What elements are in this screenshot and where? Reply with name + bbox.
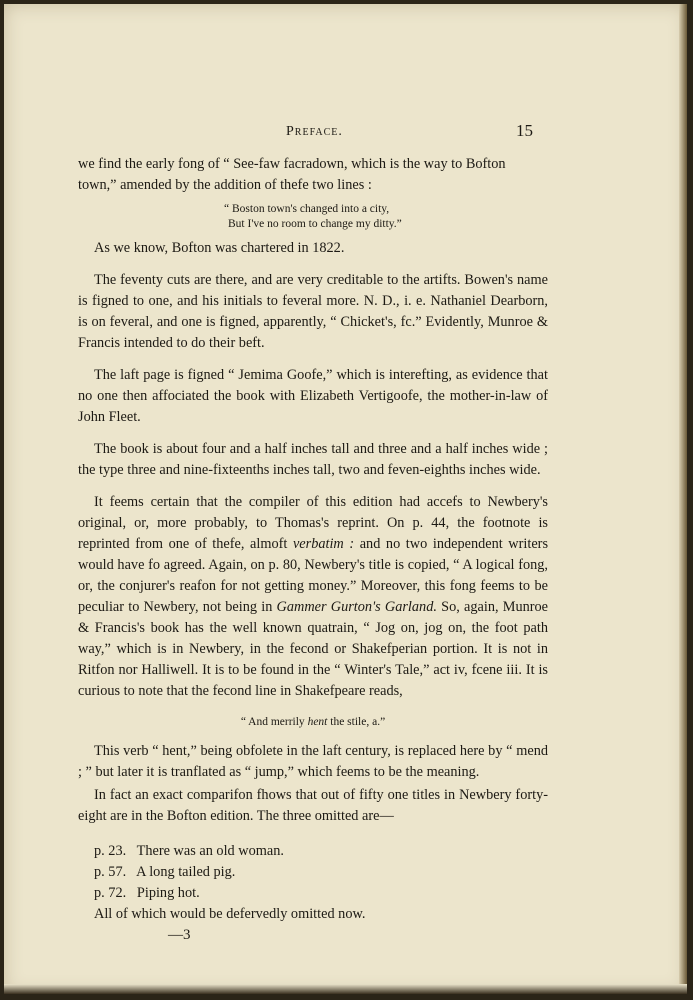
paragraph-3: The feventy cuts are there, and are very creditable to the artifts. Bowen's name is figned to one, and his initials to feveral more. N. D., i. e. Nathaniel Dearborn, is on feveral, and one is figned, apparently, “ Chicket's, fc.” Evidently, Munroe & Francis intended to do their beft. [78, 272, 548, 351]
paragraph-6-part-2: and no two independent writers would have fo agreed. Again, on p. 80, Newbery's title is copied, “ A logical fong, or, the conjurer's reafon for not getting money.” Moreover, this fong feems to be peculiar to Newbery, not being in [78, 536, 549, 615]
list-item: p. 72. Piping hot. [94, 885, 200, 901]
signature-mark: —3 [168, 927, 191, 943]
list-item: p. 57. A long tailed pig. [94, 864, 236, 880]
page-bottom-edge [4, 984, 687, 994]
paragraph-5: The book is about four and a half inches tall and three and a half inches wide ; the type three and nine-fixteenths inches tall, two and feven-eighths inches wide. [78, 441, 548, 478]
page-edge-shadow [679, 4, 687, 994]
paragraph-6 [78, 492, 548, 702]
gammer-gurton-title: Gammer Gurton's Garland. [276, 599, 437, 615]
paragraph-2: As we know, Bofton was chartered in 1822. [94, 240, 345, 256]
body-text [78, 154, 548, 946]
omitted-titles-list [78, 841, 548, 925]
book-page [4, 4, 687, 994]
verse-line-2: But I've no room to change my ditty.” [228, 218, 402, 230]
paragraph-7: This verb “ hent,” being obfolete in the laft century, is replaced here by “ mend ; ” but later it is tranflated as “ jump,” which feems to be the meaning. [78, 743, 548, 780]
paragraph-1-line-2: town,” amended by the addition of thefe two lines : [78, 177, 372, 193]
paragraph-8: In fact an exact comparifon fhows that out of fifty one titles in Newbery forty-eight are in the Bofton edition. The three omitted are— [78, 787, 548, 824]
shakespeare-quote [78, 712, 548, 733]
page-number: 15 [516, 121, 533, 140]
list-item: p. 23. There was an old woman. [94, 843, 284, 859]
quote-part-1: “ And merrily [240, 716, 308, 728]
paragraph-6-part-1: It feems certain that the compiler of this edition had accefs to Newbery's original, or, more probably, to Thomas's reprint. On p. 44, the footnote is reprinted from one of thefe, almoft [78, 494, 548, 552]
paragraph-4: The laft page is figned “ Jemima Goofe,” which is interefting, as evidence that no one then affociated the book with Elizabeth Vertigoofe, the mother-in-law of John Fleet. [78, 367, 548, 425]
verse-line-1: “ Boston town's changed into a city, [224, 203, 390, 215]
paragraph-6-part-3: So, again, Munroe & Francis's book has the well known quatrain, “ Jog on, jog on, the foot path way,” which is in Newbery, in the fecond or Shakefperian portion. It is not in Ritfon nor Halliwell. It is to be found in the “ Winter's Tale,” act iv, fcene iii. It is curious to note that the fecond line in Shakefpeare reads, [78, 599, 548, 699]
quote-hent-italic: hent [307, 716, 328, 728]
running-head: Preface. [286, 124, 343, 139]
verbatim-italic: verbatim : [292, 536, 355, 552]
quote-part-2: the stile, a.” [327, 716, 386, 728]
closing-line: All of which would be defervedly omitted now. [94, 906, 366, 922]
paragraph-1-line-1: we find the early fong of “ See-faw facradown, which is the way to Bofton [78, 156, 506, 172]
paragraph-1 [78, 154, 548, 196]
verse-quote [224, 202, 548, 232]
page-header [4, 121, 687, 148]
